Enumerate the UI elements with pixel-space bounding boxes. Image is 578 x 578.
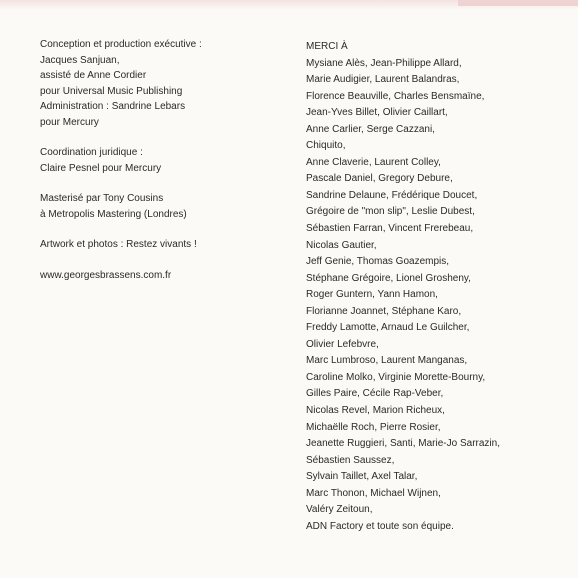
- text-line: Sébastien Farran, Vincent Frerebeau,: [306, 223, 474, 235]
- thanks-column: [306, 39, 566, 535]
- text-line: Administration : Sandrine Lebars: [40, 101, 186, 112]
- text-line: pour Mercury: [40, 116, 99, 128]
- top-edge-tint-right: [458, 0, 578, 6]
- text-line: Marie Audigier, Laurent Balandras,: [306, 74, 460, 86]
- text-line: Sandrine Delaune, Frédérique Doucet,: [306, 189, 478, 201]
- text-line: Anne Claverie, Laurent Colley,: [306, 156, 441, 168]
- text-line: pour Universal Music Publishing: [40, 85, 183, 97]
- text-line: Sylvain Taillet, Axel Talar,: [306, 471, 418, 483]
- text-line: ADN Factory et toute son équipe.: [306, 520, 454, 532]
- text-line: Mysiane Alès, Jean-Philippe Allard,: [306, 57, 462, 69]
- website-credit: [40, 268, 290, 284]
- text-line: Coordination juridique :: [40, 147, 143, 158]
- legal-credits: [40, 145, 290, 176]
- text-line: Nicolas Gautier,: [306, 239, 377, 251]
- credits-column: [40, 37, 290, 298]
- text-line: assisté de Anne Cordier: [40, 70, 147, 81]
- text-line: à Metropolis Mastering (Londres): [40, 208, 187, 220]
- text-line: Valéry Zeitoun,: [306, 504, 373, 516]
- text-line: Jeff Genie, Thomas Goazempis,: [306, 256, 450, 268]
- text-line: www.georgesbrassens.com.fr: [40, 269, 172, 281]
- text-line: Jacques Sanjuan,: [40, 54, 120, 66]
- text-line: Anne Carlier, Serge Cazzani,: [306, 123, 435, 135]
- mastering-credits: [40, 191, 290, 222]
- text-line: Conception et production exécutive :: [40, 39, 202, 50]
- text-line: Freddy Lamotte, Arnaud Le Guilcher,: [306, 322, 470, 334]
- text-line: Grégoire de "mon slip", Leslie Dubest,: [306, 206, 475, 218]
- text-line: Florianne Joannet, Stéphane Karo,: [306, 305, 462, 317]
- text-line: Claire Pesnel pour Mercury: [40, 162, 162, 174]
- text-line: Caroline Molko, Virginie Morette-Bourny,: [306, 371, 486, 383]
- text-line: Artwork et photos : Restez vivants !: [40, 239, 197, 250]
- text-line: Jeanette Ruggieri, Santi, Marie-Jo Sarrazin,: [306, 438, 500, 450]
- text-line: Chiquito,: [306, 140, 346, 152]
- text-line: Stéphane Grégoire, Lionel Grosheny,: [306, 272, 471, 284]
- text-line: Sébastien Saussez,: [306, 454, 395, 466]
- text-line: Marc Thonon, Michael Wijnen,: [306, 487, 441, 499]
- text-line: Jean-Yves Billet, Olivier Caillart,: [306, 107, 448, 119]
- thanks-heading: MERCI À: [306, 41, 348, 52]
- production-credits: [40, 37, 290, 130]
- text-line: Marc Lumbroso, Laurent Manganas,: [306, 355, 468, 367]
- text-line: Florence Beauville, Charles Bensmaïne,: [306, 90, 485, 102]
- text-line: Pascale Daniel, Gregory Debure,: [306, 173, 453, 185]
- text-line: Roger Guntern, Yann Hamon,: [306, 289, 438, 301]
- text-line: Gilles Paire, Cécile Rap-Veber,: [306, 388, 444, 400]
- text-line: Masterisé par Tony Cousins: [40, 193, 164, 204]
- text-line: Nicolas Revel, Marion Richeux,: [306, 405, 445, 417]
- text-line: Olivier Lefebvre,: [306, 338, 379, 350]
- text-line: Michaëlle Roch, Pierre Rosier,: [306, 421, 441, 433]
- artwork-credits: [40, 237, 290, 253]
- thanks-names-list: [306, 56, 566, 536]
